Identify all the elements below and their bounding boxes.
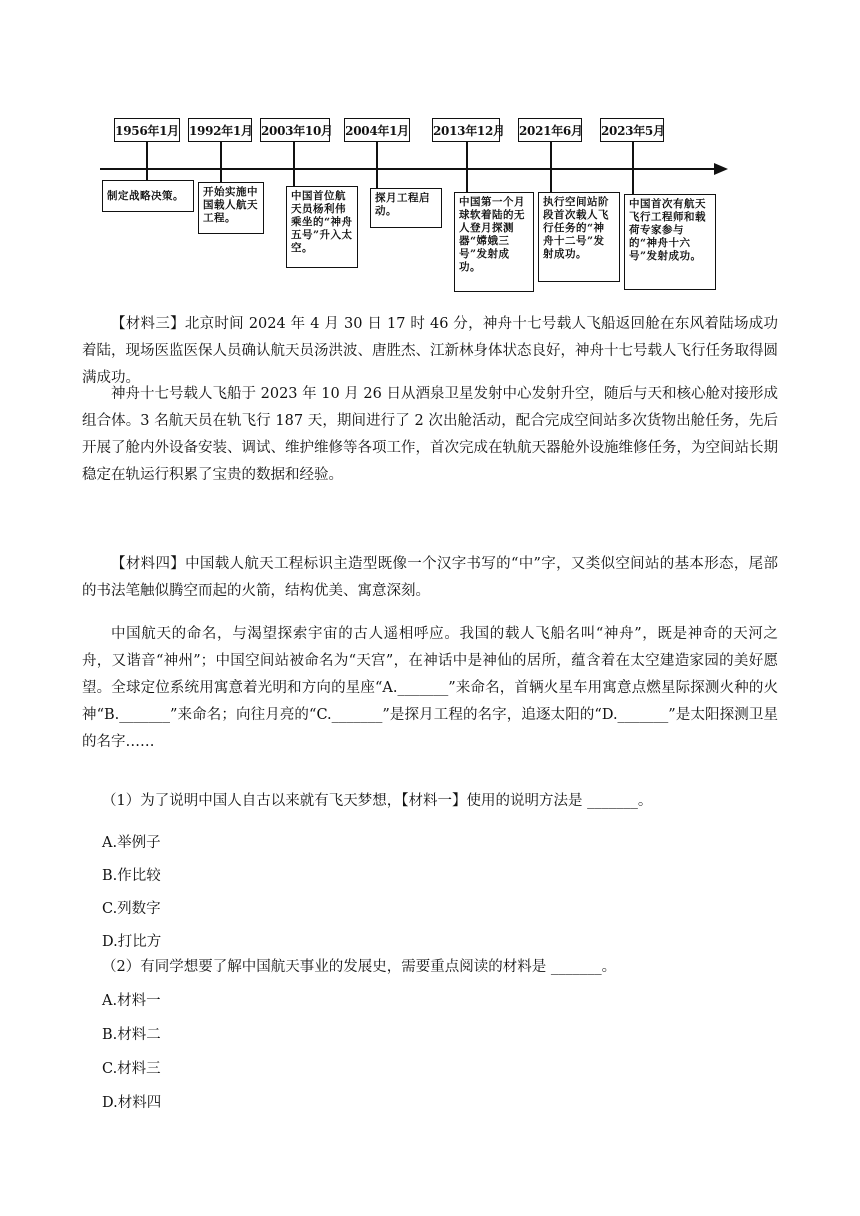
question-1-option-a: A.举例子 [102,835,161,851]
question-2-option-b: B.材料二 [102,1027,161,1043]
timeline-stem [220,142,222,182]
question-1-option-b: B.作比较 [102,868,161,884]
timeline-event-2004: 探月工程启动。 [370,188,442,228]
timeline-date-2013: 2013年12月 [432,118,500,142]
timeline-stem [550,142,552,192]
timeline-date-2021: 2021年6月 [518,118,582,142]
question-2-option-c: C.材料三 [102,1061,161,1077]
material3-paragraph-1: 【材料三】北京时间 2024 年 4 月 30 日 17 时 46 分，神舟十七号载人飞船返回舱在东风着陆场成功着陆，现场医监医保人员确认航天员汤洪波、唐胜杰、江新林身体状态良好，神舟十七号载人飞行任务取得圆满成功。 [82,316,778,386]
question-1 [102,791,652,811]
timeline-event-2023: 中国首次有航天飞行工程师和载荷专家参与的“神舟十六号”发射成功。 [624,194,716,290]
material4-paragraph-2: 中国航天的命名，与渴望探索宇宙的古人遥相呼应。我国的载人飞船名叫“神舟”，既是神奇的天河之舟，又谐音“神州”；中国空间站被命名为“天宫”，在神话中是神仙的居所，蕴含着在太空建造家园的美好愿望。全球定位系统用寓意着光明和方向的星座“A._______”来命名，首辆火星车用寓意点燃星际探测火种的火神“B._______”来命名；向往月亮的“C._______”是探月工程的名字，追逐太阳的“D._______”是太阳探测卫星的名字…… [82,626,778,750]
timeline-figure [100,112,730,297]
timeline-event-2021: 执行空间站阶段首次载人飞行任务的“神舟十二号”发射成功。 [538,192,620,282]
timeline-date-2023: 2023年5月 [600,118,664,142]
question-1-option-d: D.打比方 [102,934,162,950]
timeline-date-2003: 2003年10月 [260,118,330,142]
timeline-stem [466,142,468,192]
timeline-date-1956: 1956年1月 [114,118,180,142]
timeline-stem [293,142,295,186]
timeline-event-2013: 中国第一个月球软着陆的无人登月探测器“嫦娥三号”发射成功。 [454,192,534,292]
timeline-date-2004: 2004年1月 [344,118,410,142]
timeline-event-2003: 中国首位航天员杨利伟乘坐的“神舟五号”升入太空。 [286,186,358,268]
question-2 [102,957,616,977]
question-2-option-d: D.材料四 [102,1095,162,1111]
question-2-end: 。 [601,959,617,975]
timeline-axis [100,168,718,170]
timeline-event-1992: 开始实施中国载人航天工程。 [198,182,264,234]
question-1-stem: （1）为了说明中国人自古以来就有飞天梦想，【材料一】使用的说明方法是 [102,793,588,809]
timeline-stem [632,142,634,194]
question-2-stem: （2）有同学想要了解中国航天事业的发展史，需要重点阅读的材料是 [102,959,551,975]
timeline-arrow-icon [714,163,728,175]
timeline-stem [146,142,148,180]
timeline-stem [376,142,378,188]
question-1-end: 。 [637,793,653,809]
material4-paragraph-1: 【材料四】中国载人航天工程标识主造型既像一个汉字书写的“中”字，又类似空间站的基本形态，尾部的书法笔触似腾空而起的火箭，结构优美、寓意深刻。 [82,556,778,599]
question-2-option-a: A.材料一 [102,993,161,1009]
question-2-blank: _______ [550,959,602,975]
timeline-event-1956: 制定战略决策。 [102,180,194,212]
timeline-date-1992: 1992年1月 [188,118,252,142]
question-1-blank: _______ [587,793,638,809]
material3-paragraph-2: 神舟十七号载人飞船于 2023 年 10 月 26 日从酒泉卫星发射中心发射升空，随后与天和核心舱对接形成组合体。3 名航天员在轨飞行 187 天，期间进行了 2 次出舱活动，配合完成空间站多次货物出舱任务，先后开展了舱内外设备安装、调试、维护维修等各项工作，首次完成在轨航天器舱外设施维修任务，为空间站长期稳定在轨运行积累了宝贵的数据和经验。 [82,386,778,483]
question-1-option-c: C.列数字 [102,901,161,917]
